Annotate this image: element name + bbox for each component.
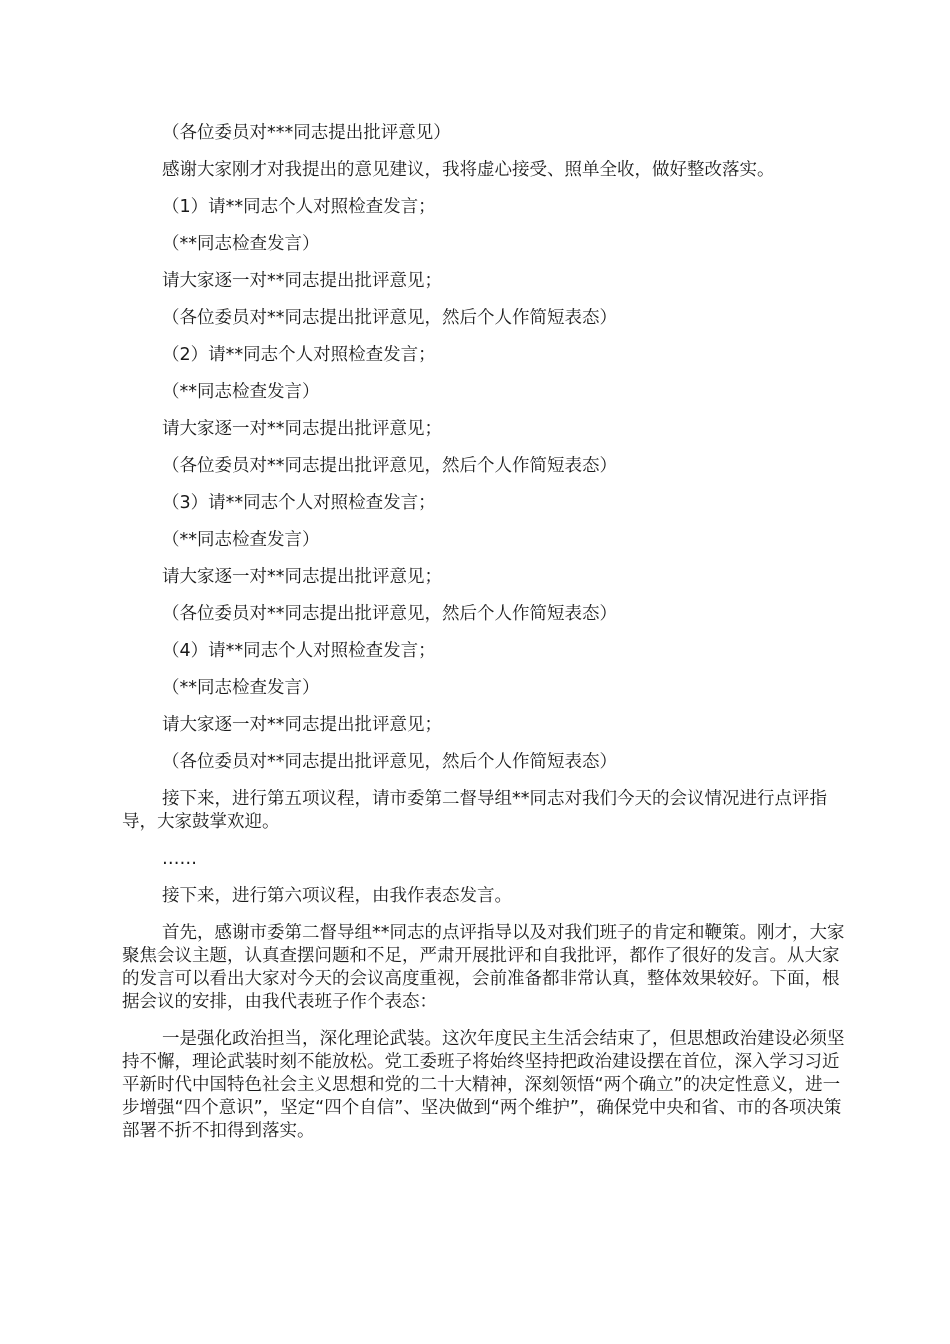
paragraph: （3）请**同志个人对照检查发言； xyxy=(162,493,436,513)
paragraph: （**同志检查发言） xyxy=(162,678,320,698)
paragraph: …… xyxy=(162,849,197,869)
paragraph: （2）请**同志个人对照检查发言； xyxy=(162,345,436,365)
paragraph: 请大家逐一对**同志提出批评意见； xyxy=(162,715,442,735)
paragraph: （**同志检查发言） xyxy=(162,382,320,402)
paragraph: 首先，感谢市委第二督导组**同志的点评指导以及对我们班子的肯定和鞭策。刚才，大家聚焦会议主题，认真查摆问题和不足，严肃开展批评和自我批评，都作了很好的发言。从大家的发言可以看出大家对今天的会议高度重视，会前准备都非常认真，整体效果较好。下面，根据会议的安排，由我代表班子作个表态： xyxy=(122,923,845,1012)
paragraph: （各位委员对**同志提出批评意见，然后个人作简短表态） xyxy=(162,456,617,476)
document-body xyxy=(122,122,852,1157)
paragraph: （各位委员对**同志提出批评意见，然后个人作简短表态） xyxy=(162,752,617,772)
paragraph: （各位委员对**同志提出批评意见，然后个人作简短表态） xyxy=(162,604,617,624)
paragraph: （**同志检查发言） xyxy=(162,530,320,550)
paragraph: （**同志检查发言） xyxy=(162,234,320,254)
paragraph: 接下来，进行第五项议程，请市委第二督导组**同志对我们今天的会议情况进行点评指导，大家鼓掌欢迎。 xyxy=(122,789,827,832)
paragraph: 请大家逐一对**同志提出批评意见； xyxy=(162,271,442,291)
paragraph: 感谢大家刚才对我提出的意见建议，我将虚心接受、照单全收，做好整改落实。 xyxy=(162,160,775,180)
paragraph: 接下来，进行第六项议程，由我作表态发言。 xyxy=(162,886,512,906)
paragraph: 请大家逐一对**同志提出批评意见； xyxy=(162,567,442,587)
paragraph: （4）请**同志个人对照检查发言； xyxy=(162,641,436,661)
paragraph: （各位委员对***同志提出批评意见） xyxy=(162,123,451,143)
paragraph: （1）请**同志个人对照检查发言； xyxy=(162,197,436,217)
paragraph: 一是强化政治担当，深化理论武装。这次年度民主生活会结束了，但思想政治建设必须坚持不懈，理论武装时刻不能放松。党工委班子将始终坚持把政治建设摆在首位，深入学习习近平新时代中国特色社会主义思想和党的二十大精神，深刻领悟“两个确立”的决定性意义，进一步增强“四个意识”，坚定“四个自信”、坚决做到“两个维护”，确保党中央和省、市的各项决策部署不折不扣得到落实。 xyxy=(122,1029,845,1141)
paragraph: （各位委员对**同志提出批评意见，然后个人作简短表态） xyxy=(162,308,617,328)
paragraph: 请大家逐一对**同志提出批评意见； xyxy=(162,419,442,439)
